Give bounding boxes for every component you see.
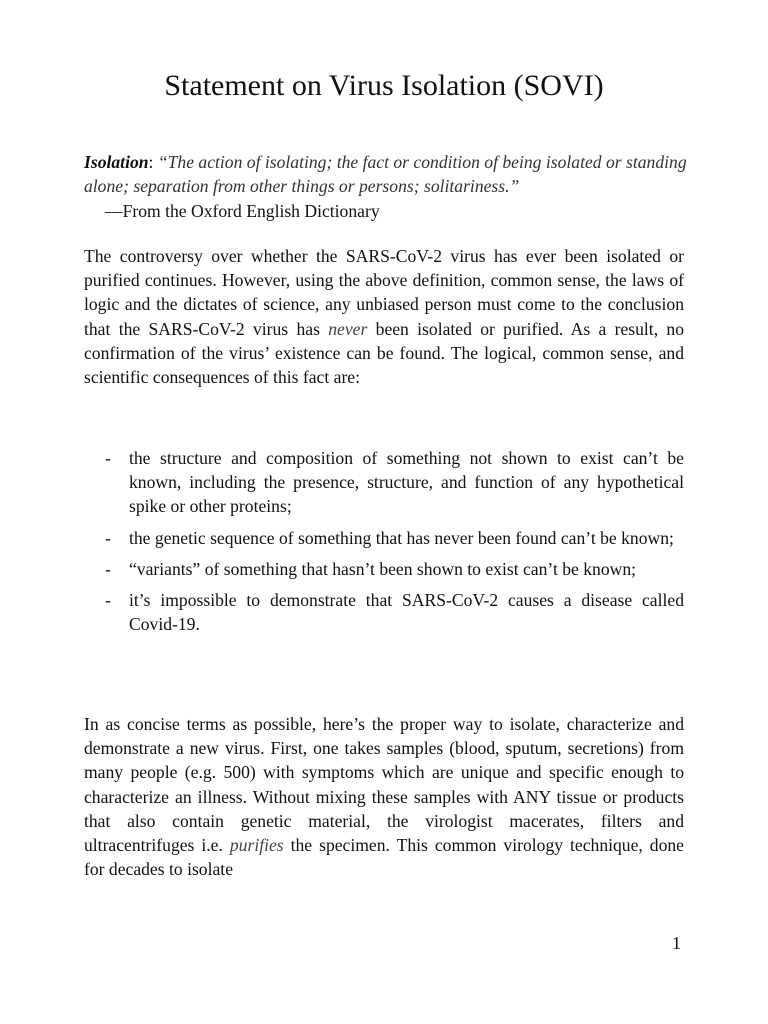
bullet-dash: - [105,590,111,611]
page-number: 1 [672,933,681,953]
definition-source: —From the Oxford English Dictionary [105,201,380,221]
paragraph-method-text-2: the specimen. This common virology technique, done for decades to isolate [84,835,684,880]
paragraph-method-emphasis: purifies [229,835,284,856]
bullet-dash: - [105,448,111,468]
list-item [84,557,684,581]
definition-term: Isolation [84,152,149,172]
definition-colon: : [148,152,154,172]
paragraph-method [84,712,684,881]
paragraph-method-text-1: In as concise terms as possible, here’s the proper way to isolate, characterize and demonstrate a new virus. First, one takes samples (blood, sputum, secretions) from many people (e.g. 500) with symptoms which are unique and specific enough to characterize an illness. Without mixing these samples with ANY tissue or products that also contain genetic material, the virologist macerates, filters and ultracentrifuges i.e. [84,714,684,856]
paragraph-intro-text-2: been isolated or purified. As a result, no confirmation of the virus’ existence can be found. The logical, common sense, and scientific consequences of this fact are: [84,318,685,388]
list-item [84,526,684,550]
list-item-text: “variants” of something that hasn’t been shown to exist can’t be known; [129,558,637,579]
document-title: Statement on Virus Isolation (SOVI) [164,69,604,102]
bullet-dash: - [105,558,111,579]
list-item-text: it’s impossible to demonstrate that SARS-CoV-2 causes a disease called Covid-19. [129,590,684,635]
definition-quote: “The action of isolating; the fact or condition of being isolated or standing alone; separation from other things or persons; solitariness.” [84,152,687,196]
list-item-text: the genetic sequence of something that has never been found can’t be known; [129,527,674,548]
list-item [84,446,684,519]
bullet-dash: - [105,527,111,548]
consequences-list [84,446,684,643]
paragraph-intro-emphasis: never [328,318,368,339]
paragraph-intro [84,244,684,389]
paragraph-intro-text-1: The controversy over whether the SARS-CoV-2 virus has ever been isolated or purified continues. However, using the above definition, common sense, the laws of logic and the dictates of science, any unbiased person must come to the conclusion that the SARS-CoV-2 virus has [84,246,684,339]
list-item [84,588,684,636]
definition-block [84,150,688,198]
list-item-text: the structure and composition of something not shown to exist can’t be known, including the presence, structure, and function of any hypothetical spike or other proteins; [129,448,684,517]
